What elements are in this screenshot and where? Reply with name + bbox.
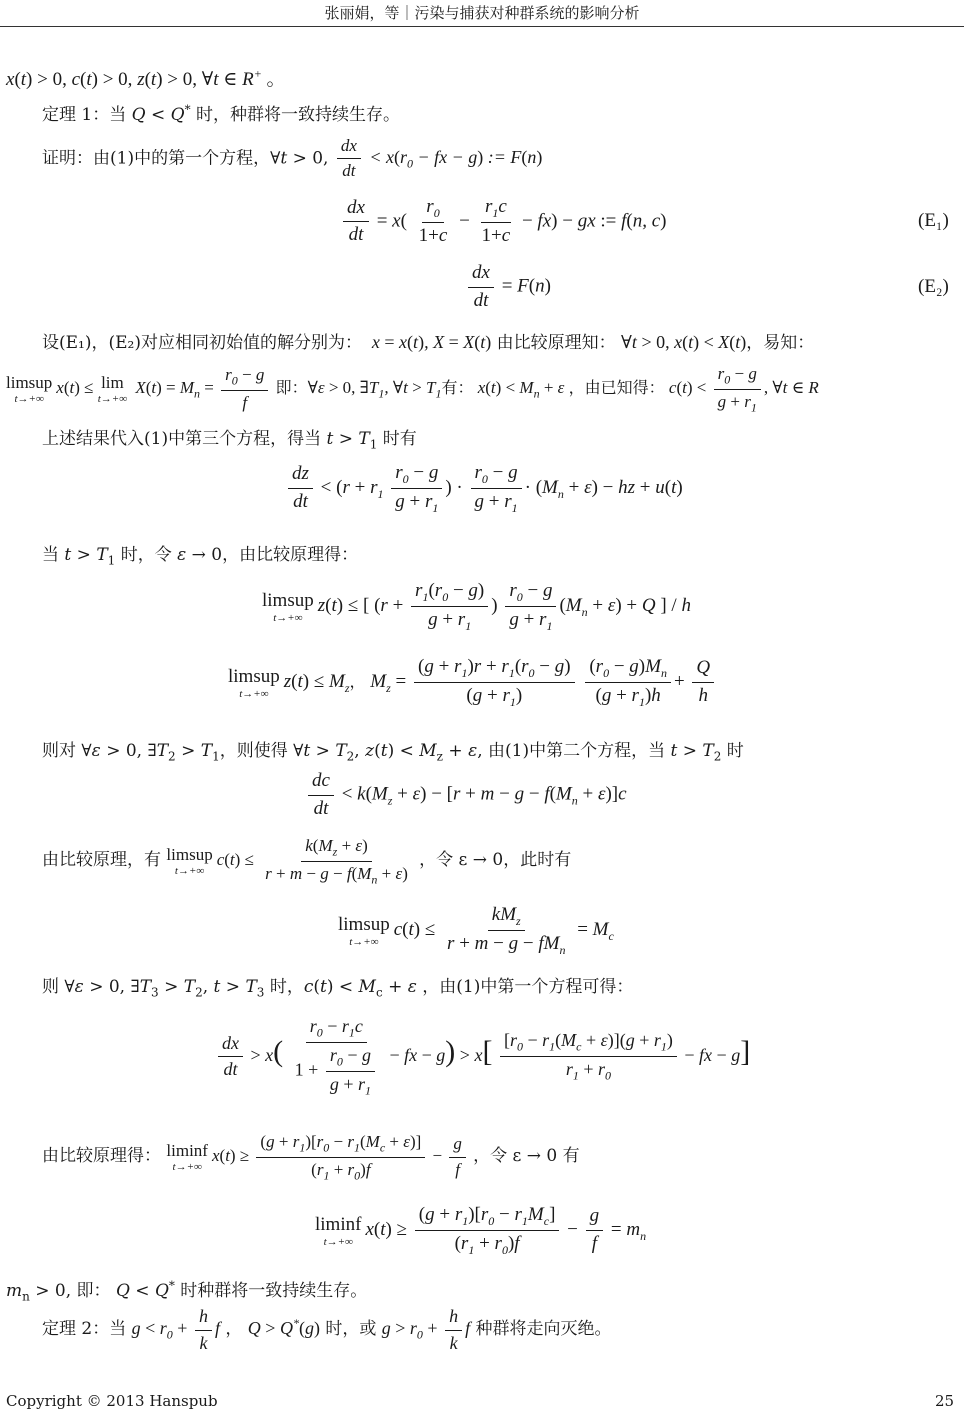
header-rule <box>0 26 964 27</box>
compare-x-text: 由比较原理得： liminf t→+∞ x(t) ≥ $\frac{(g + r_1)[r_0 - r_1(M_c + \varepsilon)]}{(r_1 + r_0)f}$ − $\frac{g}{f}$ ，令 ε → 0 有 <box>42 1132 580 1183</box>
limit-text-1: 当 $t > T_1$ 时，令 ε → 0，由比较原理得： <box>42 545 359 568</box>
equation-E2: $\frac{dx}{dt}$ = F(n) <box>465 262 551 313</box>
compare-c-text: 由比较原理，有 limsup t→+∞ c(t) ≤ $\frac{k(M_z + \varepsilon)}{r + m - g - f(M_n + \varepsilon)}$ ，令 ε → 0，此时有 <box>42 836 572 887</box>
theorem-1: 定理 1：当 Q < Q* 时，种群将一致持续生存。 <box>42 102 400 125</box>
then-T3-text: 则 ∀ε > 0, $\exists T_3 > T_2$, $t > T_3$ 时，$c(t) < M_c + \varepsilon$ ，由(1)中第一个方程可得： <box>42 977 634 1000</box>
equation-Mc: limsup t→+∞ c(t) ≤ $\frac{kM_z}{r + m - g - fM_n}$ = $M_c$ <box>338 904 614 957</box>
equation-E1: $\frac{dx}{dt}$ = x( $\frac{r_0}{1+c}$ − $\frac{r_1c}{1+c}$ − fx) − gx := f(n, c) <box>340 196 667 248</box>
page-number: 25 <box>935 1392 955 1410</box>
equation-mn: liminf t→+∞ x(t) ≥ $\frac{(g + r_1)[r_0 - r_1M_c]}{(r_1 + r_0)f}$ − $\frac{g}{f}$ = $m_n$ <box>315 1204 647 1257</box>
solution-definition: 设(E₁)，(E₂)对应相同初始值的解分别为： x = x(t), X = X(t) 由比较原理知： ∀t > 0, x(t) < X(t)，易知： <box>42 332 815 353</box>
theorem-2: 定理 2：当 $g < r_0$ + $\frac{h}{k}$ f ， Q > Q*(g) 时，或 $g > r_0$ + $\frac{h}{k}$ f 种群将走向灭绝。 <box>42 1306 612 1353</box>
equation-dx-lower-bound: $\frac{dx}{dt}$ > x( $r_0 - r_1c$ 1 + $\frac{r_0 - g}{g + r_1}$ − fx − g) > x[ $\frac{[r_0 - r_1(M_c + \varepsilon)](g + r_1)}{r_1 + r_0}$ − fx − g] <box>215 1016 750 1098</box>
limsup-x-statement: limsup t→+∞ x(t) ≤ lim t→+∞ $X(t) = M_n$ = $\frac{r_0 - g}{f}$ 即：∀ε > 0, $\exists T_1$, ∀t > $T_1$有： $x(t) < M_n + \varepsilon$ ，由已知得： c(t) < $\frac{r_0 - g}{g + r_1}$ , ∀t ∈ R <box>6 364 819 415</box>
equation-dz: $\frac{dz}{dt}$ < ($r + r_1$ $\frac{r_0 - g}{g + r_1}$ ) · $\frac{r_0 - g}{g + r_1}$ · $(M_n + \varepsilon)$ − hz + u(t) <box>285 462 683 515</box>
equation-tag-E2: (E₂) <box>918 276 949 297</box>
footer-copyright: Copyright © 2013 Hanspub <box>6 1392 218 1410</box>
equation-Mz: limsup t→+∞ $z(t) \le M_z$， $M_z$ = $\frac{(g + r_1)r + r_1(r_0 - g)}{(g + r_1)}$ $\frac{(r_0 - g)M_n}{(g + r_1)h}$ + $\frac{Q}{h}$ <box>228 656 717 709</box>
then-T2-text: 则对 ∀ε > 0, $\exists T_2 > T_1$，则使得 ∀t > $T_2$, $z(t) < M_z + \varepsilon$, 由(1)中第二个方程，当 $t > T_2$ 时 <box>42 741 744 764</box>
positivity-statement: x(t) > 0, c(t) > 0, z(t) > 0, ∀t ∈ R+ 。 <box>6 66 286 90</box>
equation-limsup-z: limsup t→+∞ z(t) ≤ [ (r + $\frac{r_1(r_0 - g)}{g + r_1}$ ) $\frac{r_0 - g}{g + r_1}$ $(M_n + \varepsilon) + Q$ ] / h <box>262 580 691 633</box>
proof-start: 证明：由(1)中的第一个方程，∀t > 0, $\frac{dx}{dt}$ < $x(r_0$ − fx − g) := F(n) <box>42 136 543 181</box>
persistence-conclusion: $m_n > 0$, 即： Q < Q* 时种群将一致持续生存。 <box>6 1278 368 1304</box>
running-header: 张丽娟，等｜污染与捕获对种群系统的影响分析 <box>324 4 640 22</box>
equation-tag-E1: (E₁) <box>918 210 949 231</box>
equation-dc: $\frac{dc}{dt}$ < $k(M_z + \varepsilon) - [r + m - g - f(M_n + \varepsilon)]c$ <box>305 770 627 821</box>
substitute-text: 上述结果代入(1)中第三个方程，得当 $t > T_1$ 时有 <box>42 429 417 452</box>
